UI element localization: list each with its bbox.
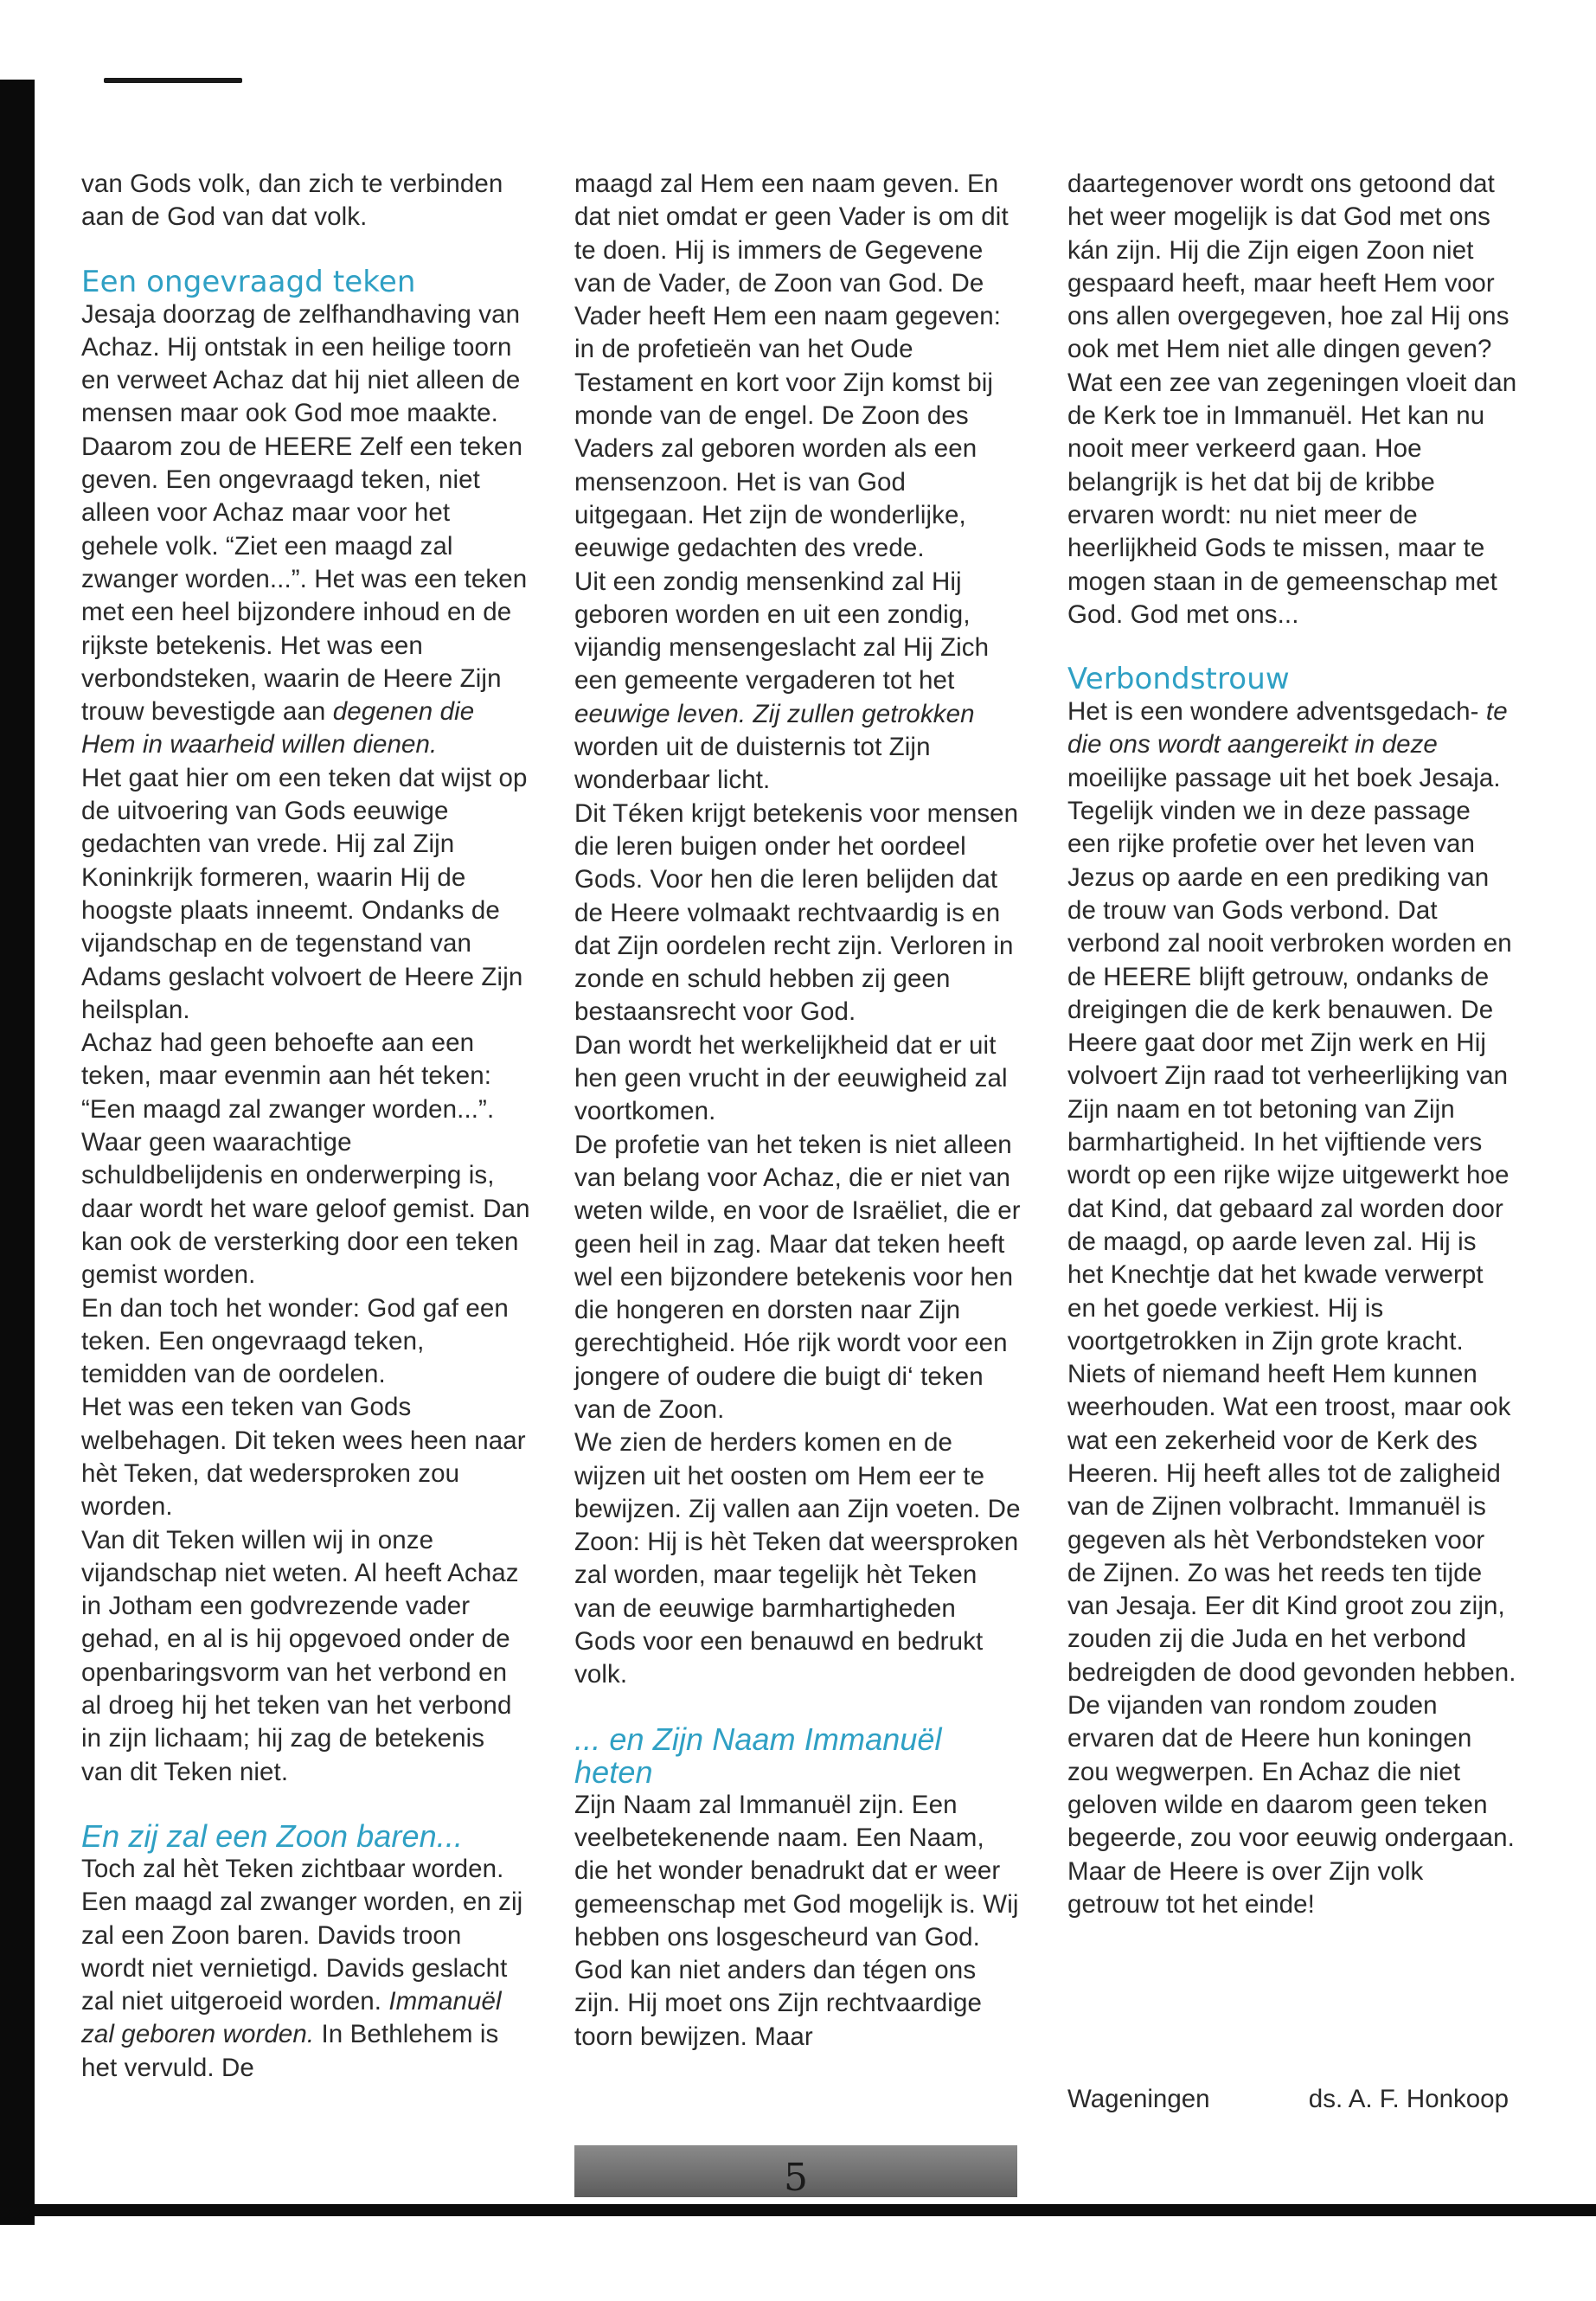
paragraph (1067, 695, 1517, 1855)
column-3 (1067, 168, 1517, 1921)
paragraph (81, 1853, 531, 2085)
paragraph: Maar de Heere is over Zijn volk getrouw tot het einde! (1067, 1856, 1424, 1919)
emphasized-text: Immanuël zal geboren worden. (81, 1987, 502, 2049)
paragraph-text: worden uit de duisternis tot Zijn wonderbaar licht. (574, 733, 931, 795)
signature-author: ds. A. F. Honkoop (1308, 2085, 1509, 2113)
paragraph-text: Uit een zondig mensenkind zal Hij geboren worden en uit een zondig, vijandig mensengeslacht zal Hij Zich een gemeente vergaderen tot het (574, 567, 990, 695)
paragraph-text: In Bethlehem is het vervuld. De (81, 2020, 499, 2082)
paragraph (81, 298, 531, 762)
paragraph-text: Het is een wondere adventsgedach- (1067, 697, 1479, 727)
paragraph: De profetie van het teken is niet alleen van belang voor Achaz, die er niet van weten wilde, en voor de Israëliet, die er geen heil in zag. Maar dat teken heeft wel een bijzondere betekenis voor hen die hongeren en dorsten naar Zijn gerechtigheid. Hóe rijk wordt voor een jongere of oudere die buigt di‘ teken van de Zoon. (574, 1130, 1021, 1424)
section-heading-verbondstrouw: Verbondstrouw (1067, 662, 1290, 697)
page-number: 5 (784, 2156, 808, 2200)
page-left-border (0, 80, 35, 2225)
column-2 (574, 168, 1024, 2054)
paragraph: Zijn Naam zal Immanuël zijn. Een veelbetekenende naam. Een Naam, die het wonder benadrukt dat er weer gemeenschap met God mogelijk is. Wij hebben ons losgescheurd van God. God kan niet anders dan tégen ons zijn. Hij moet ons Zijn rechtvaardige toorn bewijzen. Maar (574, 1790, 1019, 2051)
paragraph: Dan wordt het werkelijkheid dat er uit hen geen vrucht in der eeuwigheid zal voortkomen. (574, 1030, 1008, 1126)
section-heading-naam-immanuel: ... en Zijn Naam Immanuël heten (574, 1721, 942, 1790)
paragraph (574, 566, 1024, 798)
paragraph: maagd zal Hem een naam geven. En dat niet omdat er geen Vader is om dit te doen. Hij is immers de Gegevene van de Vader, de Zoon van God. De Vader heeft Hem een naam gegeven: in de profetieën van het Oude Testament en kort voor Zijn komst bij monde van de engel. De Zoon des Vaders zal geboren worden als een mensenzoon. Het is van God uitgegaan. Het zijn de wonderlijke, eeuwige gedachten des vrede. (574, 170, 1009, 563)
emphasized-text: eeuwige leven. Zij zullen getrokken (574, 699, 975, 728)
emphasized-text: te die ons wordt aangereikt in deze (1067, 697, 1508, 760)
signature-place: Wageningen (1067, 2085, 1210, 2113)
page-bottom-border (0, 2204, 1596, 2216)
top-rule-mark (104, 78, 242, 83)
paragraph-text: Jesaja doorzag de zelfhandhaving van Achaz. Hij ontstak in een heilige toorn en verweet Achaz dat hij niet alleen de mensen maar ook God moe maakte. Daarom zou de HEERE Zelf een teken geven. Een ongevraagd teken, niet alleen voor Achaz maar voor het gehele volk. “Ziet een maagd zal zwanger worden...”. Het was een teken met een heel bijzondere inhoud en de rijkste betekenis. Het was een verbondsteken, waarin de Heere Zijn trouw bevestigde aan (81, 299, 528, 727)
column-1 (81, 168, 531, 2085)
section-heading-zoon-baren: En zij zal een Zoon baren... (81, 1817, 464, 1854)
paragraph-text: Toch zal hèt Teken zichtbaar worden. Een maagd zal zwanger worden, en zij zal een Zoon baren. Davids troon wordt niet vernietigd. Davids geslacht zal niet uitgeroeid worden. (81, 1854, 523, 2016)
paragraph: Van dit Teken willen wij in onze vijandschap niet weten. Al heeft Achaz in Jotham een godvrezende vader gehad, en al is hij opgevoed onder de openbaringsvorm van het verbond en al droeg hij het teken van het verbond in zijn lichaam; hij zag de betekenis van dit Teken niet. (81, 1525, 519, 1786)
paragraph: We zien de herders komen en de wijzen uit het oosten om Hem eer te bewijzen. Zij vallen aan Zijn voeten. De Zoon: Hij is hèt Teken dat weersproken zal worden, maar tegelijk hèt Teken van de eeuwige barmhartigheden Gods voor een benauwd en bedrukt volk. (574, 1428, 1021, 1689)
emphasized-text: degenen die Hem in waarheid willen dienen. (81, 697, 475, 760)
paragraph-text: moeilijke passage uit het boek Jesaja. Tegelijk vinden we in deze passage een rijke profetie over het leven van Jezus op aarde en een prediking van de trouw van Gods verbond. Dat verbond zal nooit verbroken worden en de HEERE blijft getrouw, ondanks de dreigingen die de kerk benauwen. De Heere gaat door met Zijn werk en Hij volvoert Zijn raad tot verheerlijking van Zijn naam en tot betoning van Zijn barmhartigheid. In het vijftiende vers wordt op een rijke wijze uitgewerkt hoe dat Kind, dat gebaard zal worden door de maagd, op aarde leven zal. Hij is het Knechtje dat het kwade verwerpt en het goede verkiest. Hij is voortgetrokken in Zijn grote kracht. Niets of niemand heeft Hem kunnen weerhouden. Wat een troost, maar ook wat een zekerheid voor de Kerk des Heeren. Hij heeft alles tot de zaligheid van de Zijnen volbracht. Immanuël is gegeven als hèt Verbondsteken voor de Zijnen. Zo was het reeds ten tijde van Jesaja. Eer dit Kind groot zou zijn, zouden zij die Juda en het verbond bedreigden de dood gevonden hebben. De vijanden van rondom zouden ervaren dat de Heere hun koningen zou wegwerpen. En Achaz die niet geloven wilde en daarom geen teken begeerde, zou voor eeuwig ondergaan. (1067, 763, 1516, 1853)
paragraph: Het gaat hier om een teken dat wijst op de uitvoering van Gods eeuwige gedachten van vrede. Hij zal Zijn Koninkrijk formeren, waarin Hij de hoogste plaats inneemt. Ondanks de vijandschap en de tegenstand van Adams geslacht volvoert de Heere Zijn heilsplan. (81, 763, 528, 1024)
paragraph: Het was een teken van Gods welbehagen. Dit teken wees heen naar hèt Teken, dat wedersproken zou worden. (81, 1393, 526, 1522)
paragraph: En dan toch het wonder: God gaf een teken. Een ongevraagd teken, temidden van de oordelen. (81, 1293, 509, 1389)
page-number-box (574, 2145, 1017, 2200)
paragraph: Achaz had geen behoefte aan een teken, maar evenmin aan hét teken: “Een maagd zal zwanger worden...”. Waar geen waarachtige schuldbelijdenis en onderwerping is, daar wordt het ware geloof gemist. Dan kan ook de versterking door een teken gemist worden. (81, 1029, 530, 1290)
paragraph: van Gods volk, dan zich te verbinden aan de God van dat volk. (81, 170, 503, 232)
paragraph: daartegenover wordt ons getoond dat het weer mogelijk is dat God met ons kán zijn. Hij die Zijn eigen Zoon niet gespaard heeft, maar heeft Hem voor ons allen overgegeven, hoe zal Hij ons ook met Hem niet alle dingen geven? Wat een zee van zegeningen vloeit dan de Kerk toe in Immanuël. Het kan nu nooit meer verkeerd gaan. Hoe belangrijk is het dat bij de kribbe ervaren wordt: nu niet meer de heerlijkheid Gods te missen, maar te mogen staan in de gemeenschap met God. God met ons... (1067, 170, 1517, 629)
section-heading-ongevraagd-teken: Een ongevraagd teken (81, 264, 416, 299)
paragraph: Dit Téken krijgt betekenis voor mensen die leren buigen onder het oordeel Gods. Voor hen die leren belijden dat de Heere volmaakt rechtvaardig is en dat Zijn oordelen recht zijn. Verloren in zonde en schuld hebben zij geen bestaansrecht voor God. (574, 798, 1019, 1027)
